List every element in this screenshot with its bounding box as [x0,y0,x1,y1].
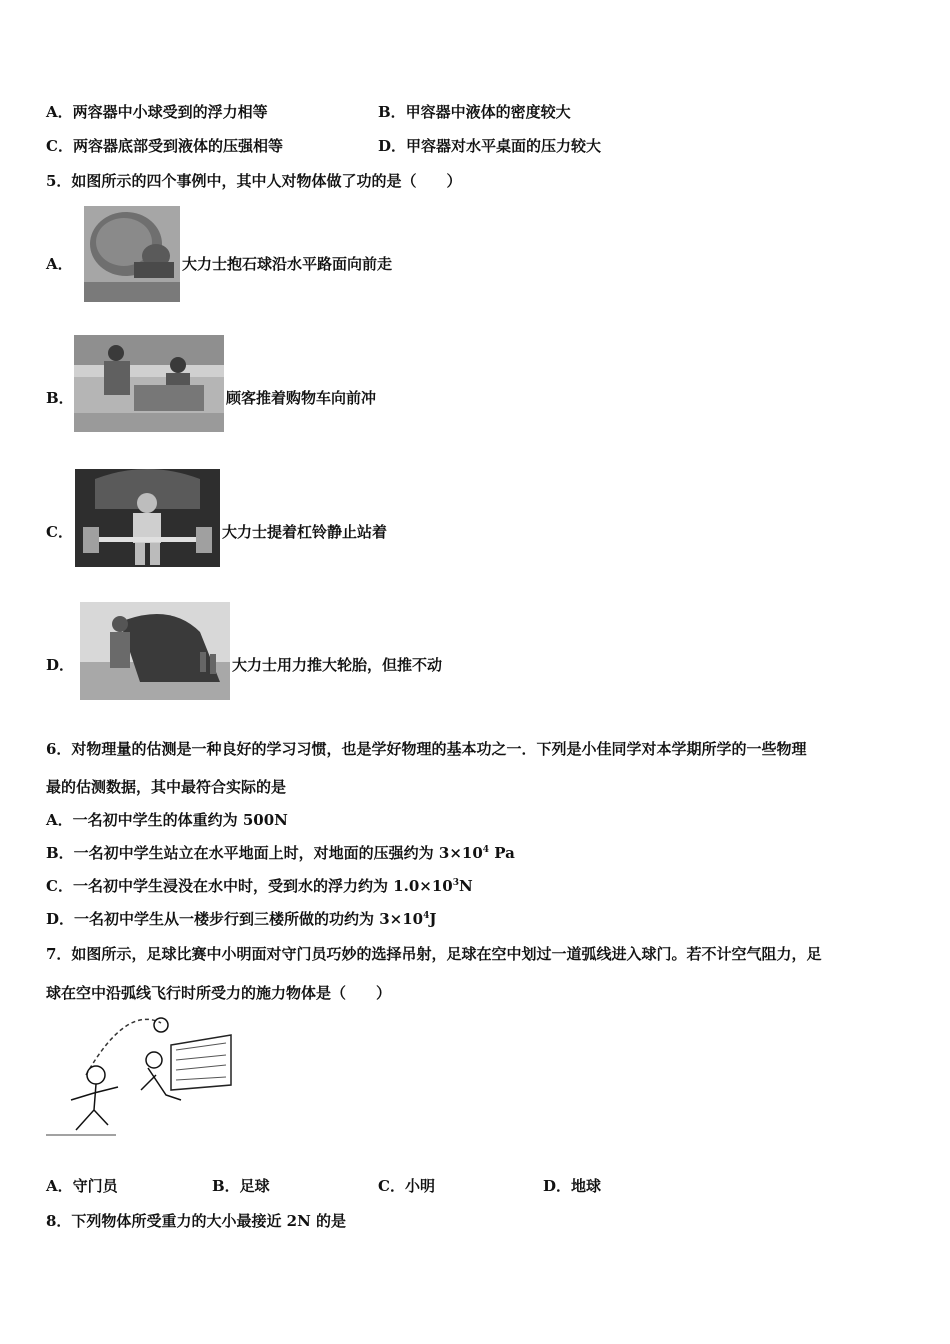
shopping-cart-photo [74,335,224,432]
q4-option-a: A．两容器中小球受到的浮力相等 [46,103,268,121]
q5-option-b-label: B． [46,389,74,407]
q6-option-c-exponent: 3 [452,878,459,888]
tire-push-photo [80,602,230,700]
q6-option-b-unit: Pa [489,844,515,862]
q4-option-c: C．两容器底部受到液体的压强相等 [46,137,283,155]
q8-stem: 8．下列物体所受重力的大小最接近 2N 的是 [46,1212,347,1230]
q5-option-d-text: 大力士用力推大轮胎，但推不动 [232,656,443,674]
q7-stem-line1: 7．如图所示，足球比赛中小明面对守门员巧妙的选择吊射，足球在空中划过一道弧线进入球门。若不计空气阻力，足 [46,945,822,963]
q5-option-a-text: 大力士抱石球沿水平路面向前走 [182,255,393,273]
q5-option-d-label: D． [46,656,75,674]
q6-option-c-main: C．一名初中学生浸没在水中时，受到水的浮力约为 1.0×10 [46,877,453,895]
q6-option-c-unit: N [458,877,473,895]
strongman-stone-icon [84,206,180,302]
q7-option-a: A．守门员 [46,1177,118,1195]
q5-stem: 5．如图所示的四个事例中，其中人对物体做了功的是（ ） [46,172,462,190]
q7-option-b: B．足球 [212,1177,270,1195]
q5-option-b-text: 顾客推着购物车向前冲 [226,389,377,407]
soccer-lob-icon [46,1015,236,1140]
q7-stem-line2: 球在空中沿弧线飞行时所受力的施力物体是（ ） [46,984,392,1002]
q5-option-c-label: C． [46,523,73,541]
q7-option-c: C．小明 [378,1177,435,1195]
barbell-icon [75,469,220,567]
q4-option-b: B．甲容器中液体的密度较大 [378,103,571,121]
q6-stem-line2: 最的估测数据，其中最符合实际的是 [46,778,287,796]
soccer-lob-drawing [46,1015,236,1140]
q6-option-b [46,843,515,863]
q6-option-c [46,876,473,896]
barbell-photo [75,469,220,567]
q6-option-d-exponent: 4 [423,911,430,921]
q5-option-a-label: A． [46,255,73,273]
q6-option-b-main: B．一名初中学生站立在水平地面上时，对地面的压强约为 3×10 [46,844,483,862]
q7-option-d: D．地球 [543,1177,602,1195]
q6-option-a: A．一名初中学生的体重约为 500N [46,811,288,829]
q4-option-d: D．甲容器对水平桌面的压力较大 [378,137,602,155]
shopping-cart-icon [74,335,224,432]
tire-push-icon [80,602,230,700]
q6-option-d-unit: J [429,910,437,928]
q6-option-d-main: D．一名初中学生从一楼步行到三楼所做的功约为 3×10 [46,910,424,928]
q6-option-d [46,909,437,929]
q6-stem-line1: 6．对物理量的估测是一种良好的学习习惯，也是学好物理的基本功之一．下列是小佳同学对本学期所学的一些物理 [46,740,807,758]
strongman-stone-photo [84,206,180,302]
q5-option-c-text: 大力士提着杠铃静止站着 [222,523,388,541]
q6-option-b-exponent: 4 [482,845,490,855]
